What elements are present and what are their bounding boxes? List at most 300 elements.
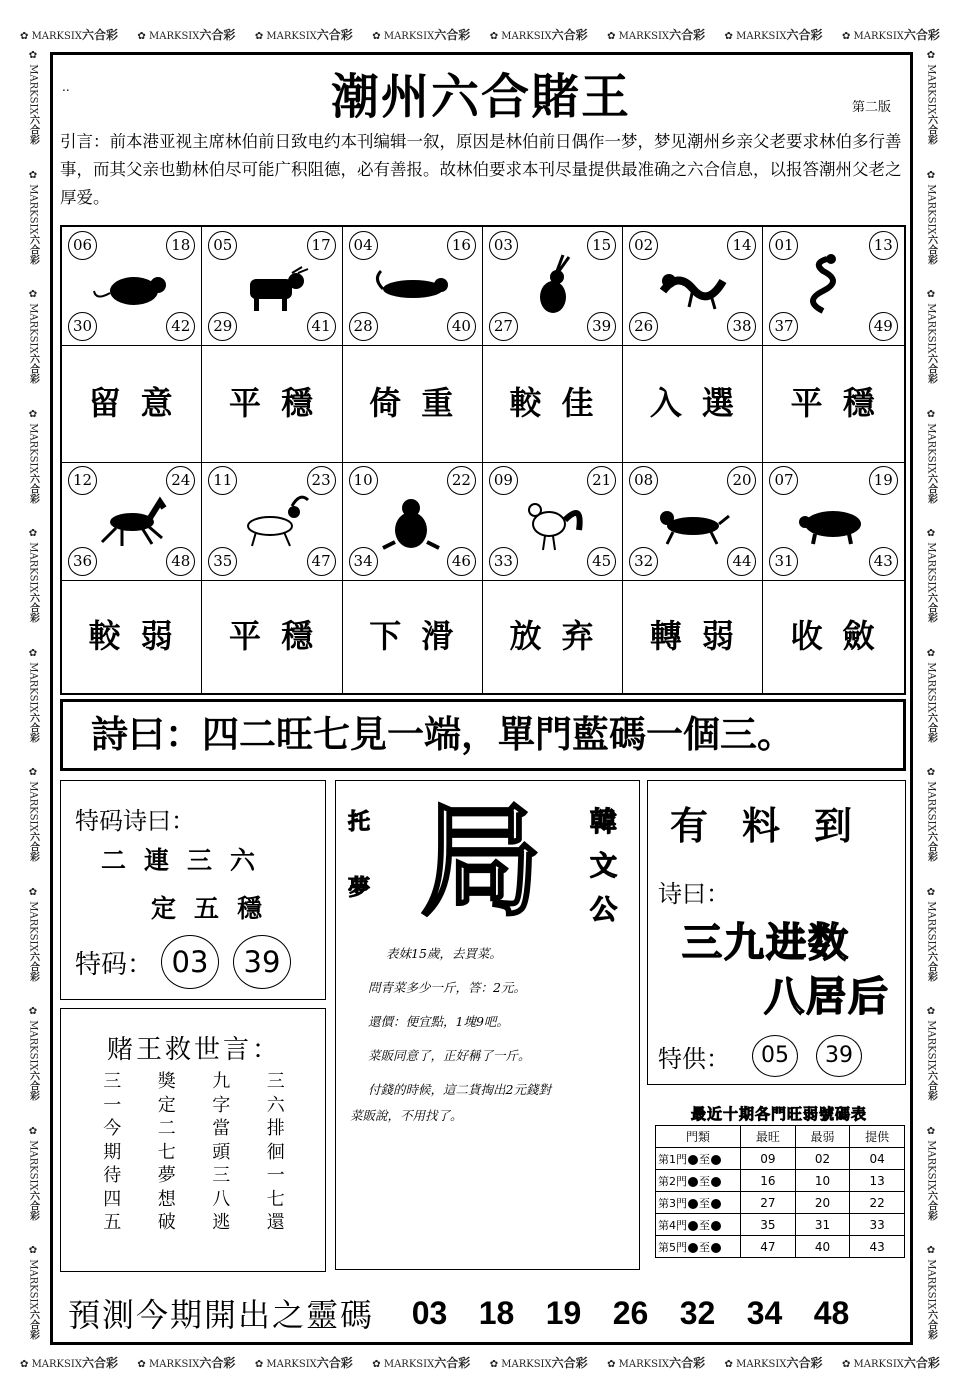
ball-icon <box>711 1221 721 1231</box>
ball-icon <box>688 1155 698 1165</box>
watermark-brand: 六合彩 <box>316 1355 353 1370</box>
forecast-number: 32 <box>679 1294 716 1331</box>
watermark-top-5 <box>607 26 705 43</box>
material-line-2: 八居后 <box>764 974 890 1020</box>
zodiac-number: 38 <box>727 312 756 341</box>
stats-header-door: 門類 <box>656 1126 741 1148</box>
forecast-number: 19 <box>545 1294 582 1331</box>
watermark-text: MARKSIX <box>501 30 552 42</box>
zodiac-number: 09 <box>489 466 518 495</box>
watermark-brand: 六合彩 <box>27 353 39 384</box>
verdict-cell: 入選 <box>623 345 763 462</box>
watermark-brand: 六合彩 <box>669 27 706 42</box>
watermark-top-2 <box>255 26 353 43</box>
zodiac-number: 33 <box>489 547 518 576</box>
watermark-text: MARKSIX <box>148 1358 200 1370</box>
duwang-grid <box>85 1071 303 1234</box>
monkey-icon <box>373 486 453 556</box>
watermark-text: MARKSIX <box>27 1259 39 1310</box>
watermark-text: MARKSIX <box>925 900 937 952</box>
watermark-top-0 <box>20 26 118 43</box>
verdict-row-1 <box>62 345 904 463</box>
duwang-char: 三 <box>212 1165 231 1186</box>
zodiac-number: 46 <box>447 547 476 576</box>
duwang-char: 九 <box>212 1071 231 1092</box>
verdict-cell: 放弃 <box>483 580 623 693</box>
forecast-number: 18 <box>478 1294 515 1331</box>
zodiac-number: 14 <box>727 231 756 260</box>
zodiac-number: 48 <box>166 547 195 576</box>
stats-door <box>656 1192 741 1214</box>
zodiac-number: 26 <box>629 312 658 341</box>
duwang-char: 夢 <box>157 1165 176 1186</box>
watermark-brand: 六合彩 <box>199 1355 236 1370</box>
watermark-brand: 六合彩 <box>669 1355 706 1370</box>
stats-offer: 33 <box>850 1214 905 1236</box>
material-poem-label: 诗曰： <box>658 880 730 908</box>
stats-offer: 13 <box>850 1170 905 1192</box>
watermark-flower-icon: ✿ <box>724 30 737 42</box>
zodiac-number: 16 <box>447 231 476 260</box>
watermark-flower-icon: ✿ <box>925 408 937 423</box>
watermark-left-9 <box>26 1126 41 1221</box>
watermark-flower-icon: ✿ <box>724 1358 737 1370</box>
zodiac-number: 10 <box>349 466 378 495</box>
watermark-flower-icon: ✿ <box>27 767 39 782</box>
stats-row <box>656 1192 905 1214</box>
zodiac-number: 22 <box>447 466 476 495</box>
watermark-top-3 <box>372 26 470 43</box>
forecast-number: 26 <box>612 1294 649 1331</box>
duwang-char: 六 <box>266 1094 285 1116</box>
zodiac-number: 02 <box>629 231 658 260</box>
watermark-text: MARKSIX <box>27 661 39 713</box>
verdict-cell: 平穩 <box>202 345 342 462</box>
stats-hot: 47 <box>741 1236 796 1258</box>
duwang-char: 破 <box>157 1212 176 1233</box>
story-text <box>350 943 630 1139</box>
watermark-brand: 六合彩 <box>925 831 937 862</box>
duwang-char: 七 <box>157 1141 176 1163</box>
zodiac-number: 47 <box>307 547 336 576</box>
material-offer-2: 39 <box>816 1035 862 1077</box>
duwang-char: 頭 <box>212 1141 231 1163</box>
watermark-brand: 六合彩 <box>27 831 39 862</box>
door-label: 第4門 <box>658 1218 687 1232</box>
zodiac-number: 05 <box>208 231 237 260</box>
zodiac-number: 31 <box>769 547 798 576</box>
watermark-text: MARKSIX <box>266 30 317 42</box>
rabbit-icon <box>513 251 593 321</box>
watermark-flower-icon: ✿ <box>925 1006 937 1021</box>
duwang-char: 獎 <box>157 1071 176 1092</box>
watermark-left-3 <box>26 409 41 504</box>
stats-row <box>656 1148 905 1170</box>
edition-label: 第二版 <box>852 100 892 115</box>
stats-cold: 02 <box>795 1148 850 1170</box>
watermark-flower-icon: ✿ <box>925 50 937 65</box>
zodiac-number: 15 <box>587 231 616 260</box>
material-line-1: 三九进数 <box>682 920 850 966</box>
story-line-5: 付錢的時候，這二貨掏出2元錢對 <box>368 1082 551 1097</box>
watermark-text: MARKSIX <box>31 1358 82 1370</box>
watermark-right-6 <box>924 767 939 862</box>
ball-icon <box>688 1221 698 1231</box>
zodiac-number: 06 <box>68 231 97 260</box>
story-line-4: 菜販同意了，正好稱了一斤。 <box>368 1048 531 1063</box>
zodiac-cell <box>483 227 623 345</box>
zodiac-number: 45 <box>587 547 616 576</box>
watermark-text: MARKSIX <box>27 422 39 474</box>
stats-row <box>656 1170 905 1192</box>
watermark-text: MARKSIX <box>27 1139 39 1191</box>
watermark-text: MARKSIX <box>383 30 435 42</box>
verdict-cell: 收斂 <box>790 617 895 655</box>
watermark-flower-icon: ✿ <box>841 30 854 42</box>
zodiac-cell <box>202 227 342 345</box>
watermark-flower-icon: ✿ <box>27 1245 39 1260</box>
zodiac-number: 12 <box>68 466 97 495</box>
watermark-brand: 六合彩 <box>316 27 353 42</box>
forecast-label: 預測今期開出之靈碼 <box>68 1296 375 1334</box>
watermark-text: MARKSIX <box>27 900 39 952</box>
watermark-right-2 <box>924 289 939 384</box>
watermark-brand: 六合彩 <box>925 234 937 265</box>
watermark-flower-icon: ✿ <box>20 1358 32 1370</box>
zodiac-cell <box>483 462 623 580</box>
zodiac-cell <box>202 462 342 580</box>
watermark-brand: 六合彩 <box>786 1355 823 1370</box>
zodiac-number: 21 <box>587 466 616 495</box>
hanwengong-char-2: 文 <box>590 851 617 882</box>
story-line-6: 菜販說，不用找了。 <box>350 1108 463 1123</box>
stats-cold: 20 <box>795 1192 850 1214</box>
watermark-top-4 <box>490 26 588 43</box>
range-label: 至 <box>699 1218 710 1232</box>
watermark-top-1 <box>137 26 235 43</box>
zodiac-number: 49 <box>869 312 898 341</box>
watermark-brand: 六合彩 <box>903 1355 940 1370</box>
watermark-right-4 <box>924 528 939 623</box>
watermark-text: MARKSIX <box>27 303 39 354</box>
watermark-flower-icon: ✿ <box>925 1125 937 1140</box>
duwang-char: 字 <box>212 1094 231 1116</box>
watermark-right-10 <box>924 1245 939 1340</box>
watermark-bottom-5 <box>607 1354 705 1371</box>
zodiac-cell <box>343 462 483 580</box>
watermark-text: MARKSIX <box>27 781 39 832</box>
zodiac-number: 04 <box>349 231 378 260</box>
zodiac-number: 28 <box>349 312 378 341</box>
duwang-char: 一 <box>103 1094 122 1116</box>
watermark-text: MARKSIX <box>925 1020 937 1071</box>
rooster-icon <box>513 486 593 556</box>
watermark-left-5 <box>26 648 41 743</box>
watermark-right <box>918 50 944 1340</box>
stats-door <box>656 1170 741 1192</box>
tiger-icon <box>373 251 453 321</box>
stats-door <box>656 1214 741 1236</box>
stats-door <box>656 1236 741 1258</box>
range-label: 至 <box>699 1240 710 1254</box>
verdict-cell: 留意 <box>62 345 202 462</box>
watermark-brand: 六合彩 <box>786 27 823 42</box>
watermark-flower-icon: ✿ <box>372 1358 384 1370</box>
goat-icon <box>232 486 312 556</box>
watermark-brand: 六合彩 <box>199 27 236 42</box>
watermark-flower-icon: ✿ <box>137 1358 149 1370</box>
watermark-bottom-2 <box>255 1354 353 1371</box>
watermark-brand: 六合彩 <box>925 353 937 384</box>
watermark-bottom <box>20 1350 940 1374</box>
watermark-left-8 <box>26 1006 41 1101</box>
special-code-2: 39 <box>233 935 291 989</box>
watermark-flower-icon: ✿ <box>925 528 937 543</box>
special-line-1: 二連三六 <box>101 846 274 875</box>
watermark-text: MARKSIX <box>925 781 937 832</box>
stats-hot: 09 <box>741 1148 796 1170</box>
zodiac-number: 29 <box>208 312 237 341</box>
ball-icon <box>711 1243 721 1253</box>
tuomeng-label <box>348 805 378 937</box>
watermark-brand: 六合彩 <box>27 114 39 145</box>
watermark-flower-icon: ✿ <box>607 30 619 42</box>
material-box <box>647 780 906 1085</box>
zodiac-number: 41 <box>307 312 336 341</box>
special-title: 特码诗曰： <box>75 807 195 835</box>
ball-icon <box>688 1243 698 1253</box>
hanwengong-char-1: 韓 <box>590 807 617 838</box>
duwang-char: 五 <box>103 1212 122 1233</box>
watermark-flower-icon: ✿ <box>27 647 39 662</box>
watermark-brand: 六合彩 <box>925 951 937 982</box>
watermark-text: MARKSIX <box>27 183 39 235</box>
duwang-char: 還 <box>266 1212 285 1233</box>
verdict-cell: 倚重 <box>343 345 483 462</box>
forecast-number: 34 <box>746 1294 783 1331</box>
door-label: 第2門 <box>658 1174 687 1188</box>
watermark-top-7 <box>842 26 940 43</box>
ox-icon <box>232 251 312 321</box>
watermark-brand: 六合彩 <box>925 592 937 623</box>
hanwengong-char-3: 公 <box>590 895 617 926</box>
watermark-brand: 六合彩 <box>81 27 118 42</box>
ball-icon <box>688 1199 698 1209</box>
zodiac-number: 11 <box>208 466 237 495</box>
watermark-bottom-0 <box>20 1354 118 1371</box>
watermark-text: MARKSIX <box>618 1358 670 1370</box>
special-line-2: 定五穩 <box>151 894 281 923</box>
stats-cold: 10 <box>795 1170 850 1192</box>
watermark-left-4 <box>26 528 41 623</box>
zodiac-number: 27 <box>489 312 518 341</box>
verdict-cell: 轉弱 <box>623 580 763 693</box>
hanwengong-label <box>590 801 624 933</box>
watermark-brand: 六合彩 <box>27 712 39 743</box>
duwang-char: 待 <box>103 1165 122 1186</box>
duwang-char: 逃 <box>212 1212 231 1233</box>
tuomeng-char-1: 托 <box>348 810 371 835</box>
watermark-text: MARKSIX <box>925 661 937 713</box>
duwang-char: 想 <box>157 1188 176 1210</box>
duwang-char: 期 <box>103 1141 122 1163</box>
watermark-bottom-7 <box>842 1354 940 1371</box>
watermark-flower-icon: ✿ <box>27 886 39 901</box>
zodiac-number: 42 <box>166 312 195 341</box>
zodiac-number: 23 <box>307 466 336 495</box>
zodiac-cell <box>623 462 763 580</box>
duwang-char: 四 <box>103 1188 122 1210</box>
watermark-brand: 六合彩 <box>925 114 937 145</box>
pig-icon <box>793 486 873 556</box>
zodiac-cell <box>343 227 483 345</box>
duwang-char: 排 <box>266 1118 285 1139</box>
zodiac-cell <box>763 462 903 580</box>
stats-cold: 31 <box>795 1214 850 1236</box>
story-line-2: 問青菜多少一斤，答：2元。 <box>368 980 526 995</box>
stats-offer: 22 <box>850 1192 905 1214</box>
zodiac-number: 19 <box>869 466 898 495</box>
watermark-flower-icon: ✿ <box>925 289 937 304</box>
dog-icon <box>653 486 733 556</box>
watermark-brand: 六合彩 <box>551 27 588 42</box>
duwang-char: 定 <box>157 1094 176 1116</box>
intro-text: 引言：前本港亚视主席林伯前日致电约本刊编辑一叙，原因是林伯前日偶作一梦，梦见潮州乡亲父老要求林伯多行善事，而其父亲也勤林伯尽可能广积阻德，必有善报。故林伯要求本刊尽量提供最准确之六合信息，以报答潮州父老之厚爱。 <box>60 132 902 207</box>
stats-header-cold: 最弱 <box>795 1126 850 1148</box>
watermark-brand: 六合彩 <box>925 1070 937 1101</box>
watermark-flower-icon: ✿ <box>27 50 39 65</box>
watermark-left-7 <box>26 887 41 982</box>
duwang-title: 赌王救世言： <box>106 1035 281 1065</box>
zodiac-grid <box>60 225 906 695</box>
watermark-brand: 六合彩 <box>27 1070 39 1101</box>
forecast-number: 48 <box>813 1294 850 1331</box>
watermark-brand: 六合彩 <box>925 1309 937 1340</box>
verdict-cell: 下滑 <box>343 580 483 693</box>
watermark-text: MARKSIX <box>27 64 39 115</box>
snake-icon <box>793 251 873 321</box>
watermark-flower-icon: ✿ <box>489 1358 502 1370</box>
ball-icon <box>711 1155 721 1165</box>
watermark-flower-icon: ✿ <box>489 30 502 42</box>
watermark-flower-icon: ✿ <box>925 647 937 662</box>
duwang-char: 三 <box>103 1071 122 1092</box>
duwang-char: 當 <box>212 1118 231 1139</box>
watermark-left-10 <box>26 1245 41 1340</box>
duwang-box <box>60 1008 326 1272</box>
zodiac-cell <box>763 227 903 345</box>
story-line-3: 還價：便宜點，1塊9吧。 <box>368 1014 509 1029</box>
watermark-brand: 六合彩 <box>434 1355 471 1370</box>
material-offer-label: 特供： <box>658 1045 730 1073</box>
zodiac-number: 08 <box>629 466 658 495</box>
stats-door <box>656 1148 741 1170</box>
watermark-text: MARKSIX <box>925 422 937 474</box>
zodiac-number: 40 <box>447 312 476 341</box>
watermark-text: MARKSIX <box>853 30 904 42</box>
watermark-text: MARKSIX <box>618 30 670 42</box>
duwang-char: 三 <box>266 1071 285 1092</box>
stats-hot: 27 <box>741 1192 796 1214</box>
stats-hot: 35 <box>741 1214 796 1236</box>
zodiac-number: 30 <box>68 312 97 341</box>
zodiac-row-2 <box>62 462 904 581</box>
rat-icon <box>92 251 172 321</box>
watermark-left-2 <box>26 289 41 384</box>
stats-offer: 43 <box>850 1236 905 1258</box>
verdict-row-2 <box>62 580 904 693</box>
stats-title: 最近十期各門旺弱號碼表 <box>690 1105 867 1123</box>
range-label: 至 <box>699 1196 710 1210</box>
range-label: 至 <box>699 1152 710 1166</box>
watermark-flower-icon: ✿ <box>254 1358 267 1370</box>
stats-table <box>655 1125 905 1258</box>
watermark-top-6 <box>725 26 823 43</box>
ball-icon <box>711 1199 721 1209</box>
watermark-brand: 六合彩 <box>925 1190 937 1221</box>
special-code-box <box>60 780 326 1000</box>
watermark-flower-icon: ✿ <box>27 1006 39 1021</box>
watermark-text: MARKSIX <box>736 1358 787 1370</box>
watermark-flower-icon: ✿ <box>27 1125 39 1140</box>
watermark-flower-icon: ✿ <box>20 30 32 42</box>
watermark-brand: 六合彩 <box>27 1309 39 1340</box>
door-label: 第3門 <box>658 1196 687 1210</box>
watermark-text: MARKSIX <box>148 30 200 42</box>
watermark-brand: 六合彩 <box>27 592 39 623</box>
material-offer-1: 05 <box>752 1035 798 1077</box>
watermark-text: MARKSIX <box>925 303 937 354</box>
verdict-cell: 較弱 <box>62 580 202 693</box>
watermark-flower-icon: ✿ <box>254 30 267 42</box>
watermark-flower-icon: ✿ <box>841 1358 854 1370</box>
watermark-flower-icon: ✿ <box>137 30 149 42</box>
watermark-brand: 六合彩 <box>925 473 937 504</box>
stats-offer: 04 <box>850 1148 905 1170</box>
dragon-icon <box>653 251 733 321</box>
horse-icon <box>92 486 172 556</box>
watermark-brand: 六合彩 <box>27 951 39 982</box>
watermark-left <box>20 50 46 1340</box>
watermark-flower-icon: ✿ <box>27 289 39 304</box>
watermark-flower-icon: ✿ <box>925 886 937 901</box>
material-title: 有料到 <box>670 804 887 848</box>
zodiac-number: 36 <box>68 547 97 576</box>
watermark-brand: 六合彩 <box>27 473 39 504</box>
duwang-char: 八 <box>212 1188 231 1210</box>
zodiac-number: 44 <box>727 547 756 576</box>
special-code-1: 03 <box>161 935 219 989</box>
zodiac-number: 24 <box>166 466 195 495</box>
watermark-text: MARKSIX <box>501 1358 552 1370</box>
header-dots: .. <box>62 80 70 94</box>
door-label: 第5門 <box>658 1240 687 1254</box>
duwang-char: 徊 <box>266 1141 285 1163</box>
forecast-number: 03 <box>411 1294 448 1331</box>
watermark-text: MARKSIX <box>925 1259 937 1310</box>
watermark-bottom-4 <box>490 1354 588 1371</box>
watermark-flower-icon: ✿ <box>607 1358 619 1370</box>
watermark-brand: 六合彩 <box>903 27 940 42</box>
watermark-flower-icon: ✿ <box>27 169 39 184</box>
zodiac-number: 17 <box>307 231 336 260</box>
duwang-char: 一 <box>266 1165 285 1186</box>
watermark-right-5 <box>924 648 939 743</box>
watermark-text: MARKSIX <box>925 183 937 235</box>
dream-box <box>335 780 640 1270</box>
page-title: 潮州六合賭王 <box>330 69 631 125</box>
watermark-brand: 六合彩 <box>925 712 937 743</box>
